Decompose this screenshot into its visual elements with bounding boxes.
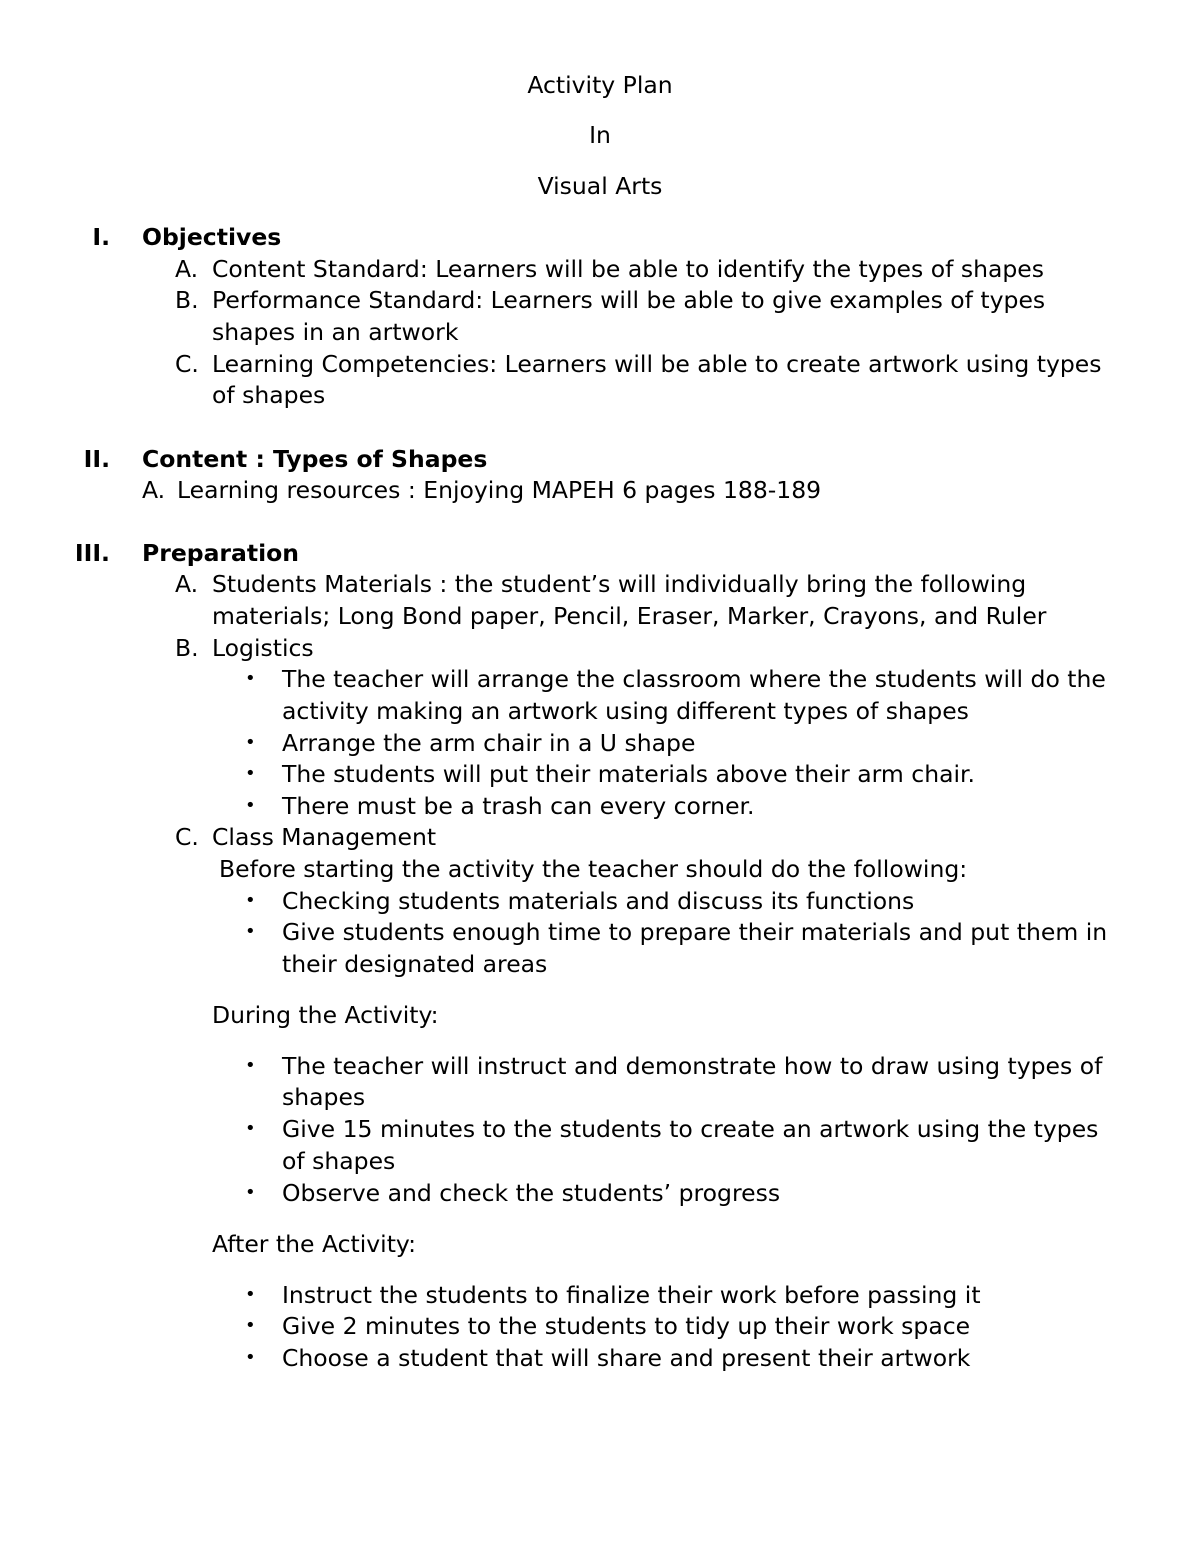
bullet-icon: •: [245, 763, 256, 784]
before-label: Before starting the activity the teacher should do the following:: [219, 855, 968, 883]
item-text: Learning Competencies: Learners will be able to create artwork using types: [212, 350, 1102, 378]
bullet-text: Give 15 minutes to the students to create an artwork using the types: [282, 1115, 1099, 1143]
item-text: materials; Long Bond paper, Pencil, Eraser, Marker, Crayons, and Ruler: [212, 602, 1047, 630]
item-text: Students Materials : the student’s will individually bring the following: [212, 570, 1027, 598]
bullet-icon: •: [245, 668, 256, 689]
during-label: During the Activity:: [212, 1001, 439, 1029]
bullet-text: The teacher will instruct and demonstrate how to draw using types of: [282, 1052, 1103, 1080]
bullet-icon: •: [245, 1315, 256, 1336]
section-heading: Preparation: [142, 539, 300, 567]
bullet-text: Observe and check the students’ progress: [282, 1179, 781, 1207]
bullet-text: their designated areas: [282, 950, 548, 978]
item-text: Class Management: [212, 823, 437, 851]
section-numeral: I.: [92, 223, 110, 251]
bullet-text: Instruct the students to finalize their work before passing it: [282, 1281, 981, 1309]
bullet-text: shapes: [282, 1083, 366, 1111]
bullet-icon: •: [245, 1055, 256, 1076]
item-letter: A.: [175, 570, 199, 598]
bullet-icon: •: [245, 1118, 256, 1139]
item-text: of shapes: [212, 381, 326, 409]
bullet-icon: •: [245, 1347, 256, 1368]
bullet-text: Give students enough time to prepare their materials and put them in: [282, 918, 1108, 946]
item-text: Content Standard: Learners will be able to identify the types of shapes: [212, 255, 1045, 283]
section-heading: Objectives: [142, 223, 282, 251]
item-text: Logistics: [212, 634, 314, 662]
item-text: Learning resources : Enjoying MAPEH 6 pages 188-189: [177, 476, 822, 504]
bullet-icon: •: [245, 921, 256, 942]
bullet-text: Give 2 minutes to the students to tidy up their work space: [282, 1312, 971, 1340]
item-letter: B.: [175, 286, 199, 314]
bullet-text: Arrange the arm chair in a U shape: [282, 729, 696, 757]
doc-title-connector: In: [589, 121, 611, 149]
bullet-icon: •: [245, 795, 256, 816]
bullet-text: of shapes: [282, 1147, 396, 1175]
item-letter: C.: [175, 350, 199, 378]
bullet-icon: •: [245, 890, 256, 911]
item-letter: B.: [175, 634, 199, 662]
bullet-text: Choose a student that will share and present their artwork: [282, 1344, 971, 1372]
item-letter: C.: [175, 823, 199, 851]
bullet-icon: •: [245, 1284, 256, 1305]
item-letter: A.: [142, 476, 166, 504]
section-heading: Content : Types of Shapes: [142, 445, 488, 473]
section-numeral: III.: [74, 539, 110, 567]
bullet-text: The students will put their materials above their arm chair.: [282, 760, 976, 788]
after-label: After the Activity:: [212, 1230, 417, 1258]
bullet-icon: •: [245, 1182, 256, 1203]
bullet-text: The teacher will arrange the classroom where the students will do the: [282, 665, 1106, 693]
bullet-text: activity making an artwork using different types of shapes: [282, 697, 969, 725]
item-letter: A.: [175, 255, 199, 283]
section-numeral: II.: [83, 445, 110, 473]
doc-subject: Visual Arts: [537, 172, 663, 200]
item-text: shapes in an artwork: [212, 318, 459, 346]
doc-title: Activity Plan: [527, 71, 673, 99]
bullet-text: Checking students materials and discuss its functions: [282, 887, 915, 915]
bullet-text: There must be a trash can every corner.: [282, 792, 755, 820]
bullet-icon: •: [245, 732, 256, 753]
item-text: Performance Standard: Learners will be able to give examples of types: [212, 286, 1046, 314]
